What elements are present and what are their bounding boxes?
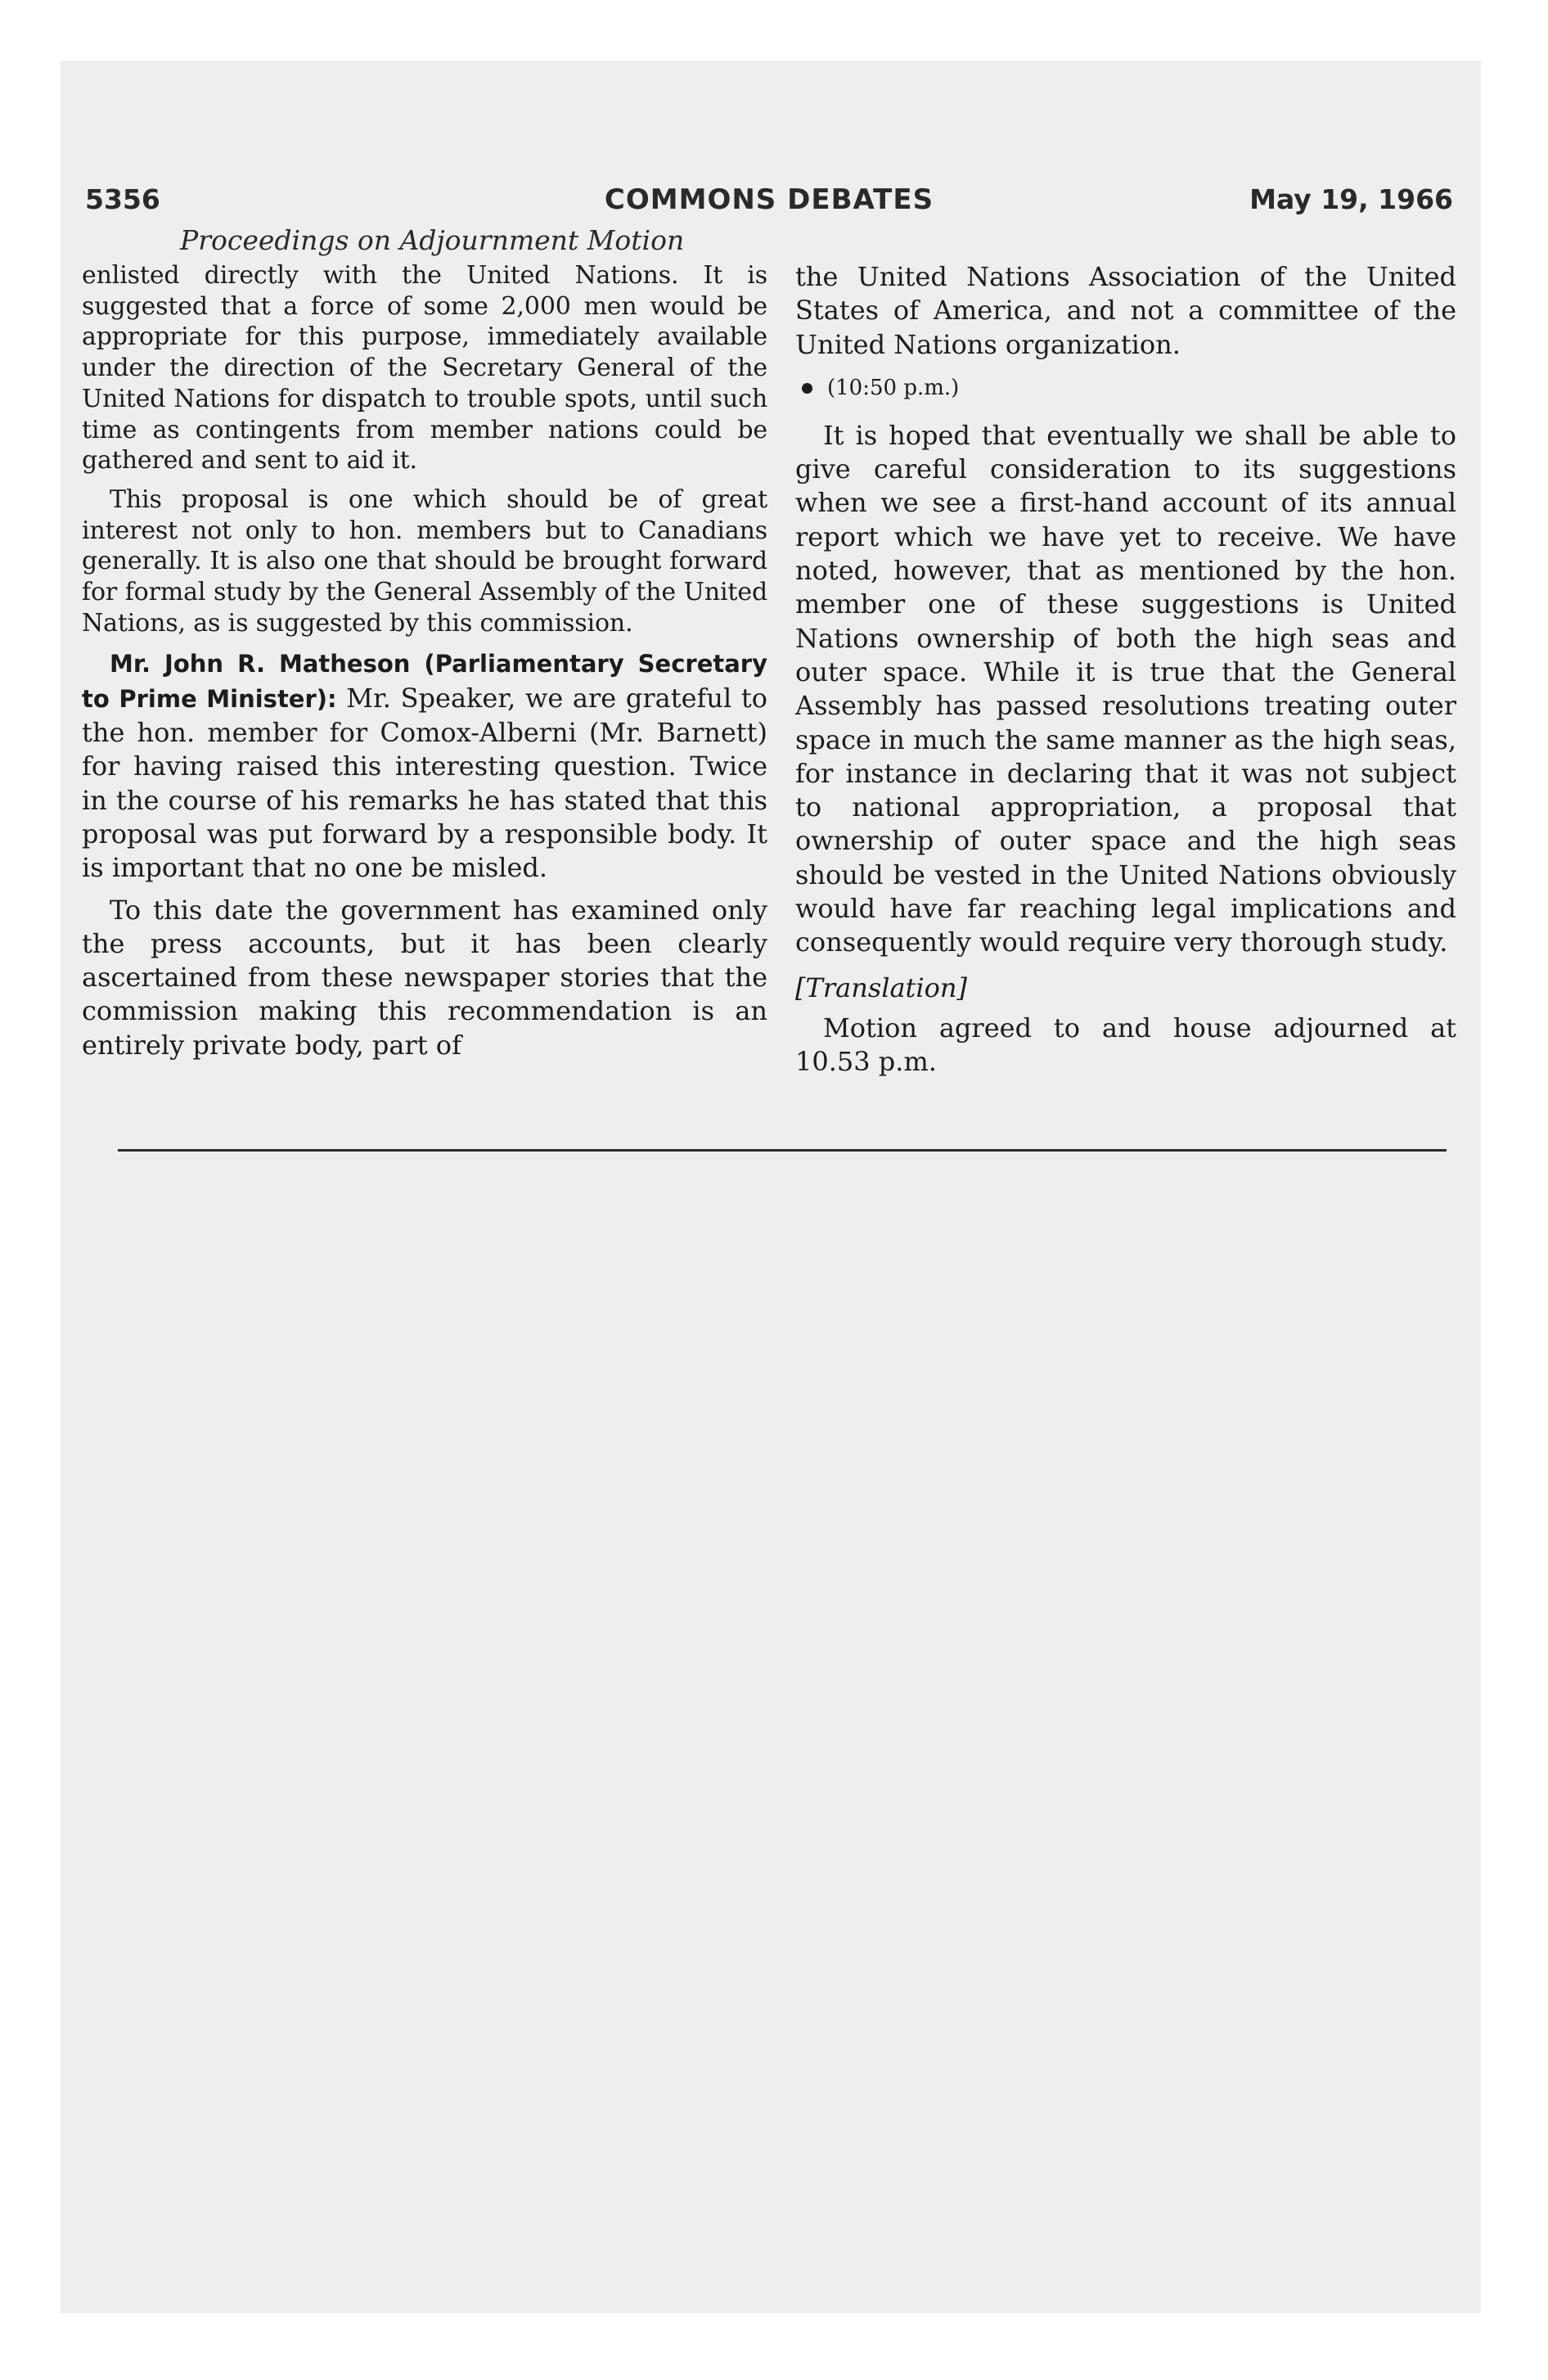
speech-text: Mr. Speaker, we are grateful to the hon. member for Comox-Alberni (Mr. Barnett) for having raised this interesting question. Twice in the course of his remarks he has stated that this proposal was put forward by a responsible body. It is important that no one be misled. bbox=[82, 682, 767, 884]
page-header bbox=[85, 183, 1453, 219]
speech-paragraph bbox=[82, 647, 767, 885]
paragraph: the United Nations Association of the United States of America, and not a committee of the United Nations organization. bbox=[795, 261, 1456, 360]
page-number: 5356 bbox=[85, 183, 160, 215]
left-column bbox=[82, 260, 767, 1062]
paragraph: enlisted directly with the United Nations. It is suggested that a force of some 2,000 men would be appropriate for this purpose, immediately available under the direction of the Secretary General of the United Nations for dispatch to trouble spots, until such time as contingents from member nations could be gathered and sent to aid it. bbox=[82, 261, 767, 476]
paragraph: To this date the government has examined only the press accounts, but it has been clearly ascertained from these newspaper stories that the commission making this recommendation is an entirely private body, part of bbox=[82, 894, 767, 1061]
horizontal-rule bbox=[118, 1149, 1447, 1152]
paragraph: Motion agreed to and house adjourned at 10.53 p.m. bbox=[795, 1012, 1456, 1078]
paragraph: This proposal is one which should be of great interest not only to hon. members but to Canadians generally. It is also one that should be brought forward for formal study by the General Assembly of the United Nations, as is suggested by this commission. bbox=[82, 485, 767, 638]
right-column bbox=[795, 260, 1456, 1080]
bullet-icon bbox=[802, 383, 812, 394]
time-stamp bbox=[802, 372, 1456, 404]
speaker-name: Mr. John R. Matheson (Parliamentary Secretary to Prime Minister): bbox=[82, 650, 767, 713]
page-title: COMMONS DEBATES bbox=[604, 183, 934, 216]
page-date: May 19, 1966 bbox=[1249, 183, 1453, 215]
time-text: (10:50 p.m.) bbox=[827, 375, 960, 400]
paragraph: It is hoped that eventually we shall be able to give careful consideration to its suggestions when we see a first-hand account of its annual report which we have yet to receive. We have noted, however, that as mentioned by the hon. member one of these suggestions is United Nations ownership of both the high seas and outer space. While it is true that the General Assembly has passed resolutions treating outer space in much the same manner as the high seas, for instance in declaring that it was not subject to national appropriation, a proposal that ownership of outer space and the high seas should be vested in the United Nations obviously would have far reaching legal implications and consequently would require very thorough study. bbox=[795, 419, 1456, 958]
section-subheading: Proceedings on Adjournment Motion bbox=[180, 224, 685, 256]
translation-label: [Translation] bbox=[795, 971, 967, 1003]
